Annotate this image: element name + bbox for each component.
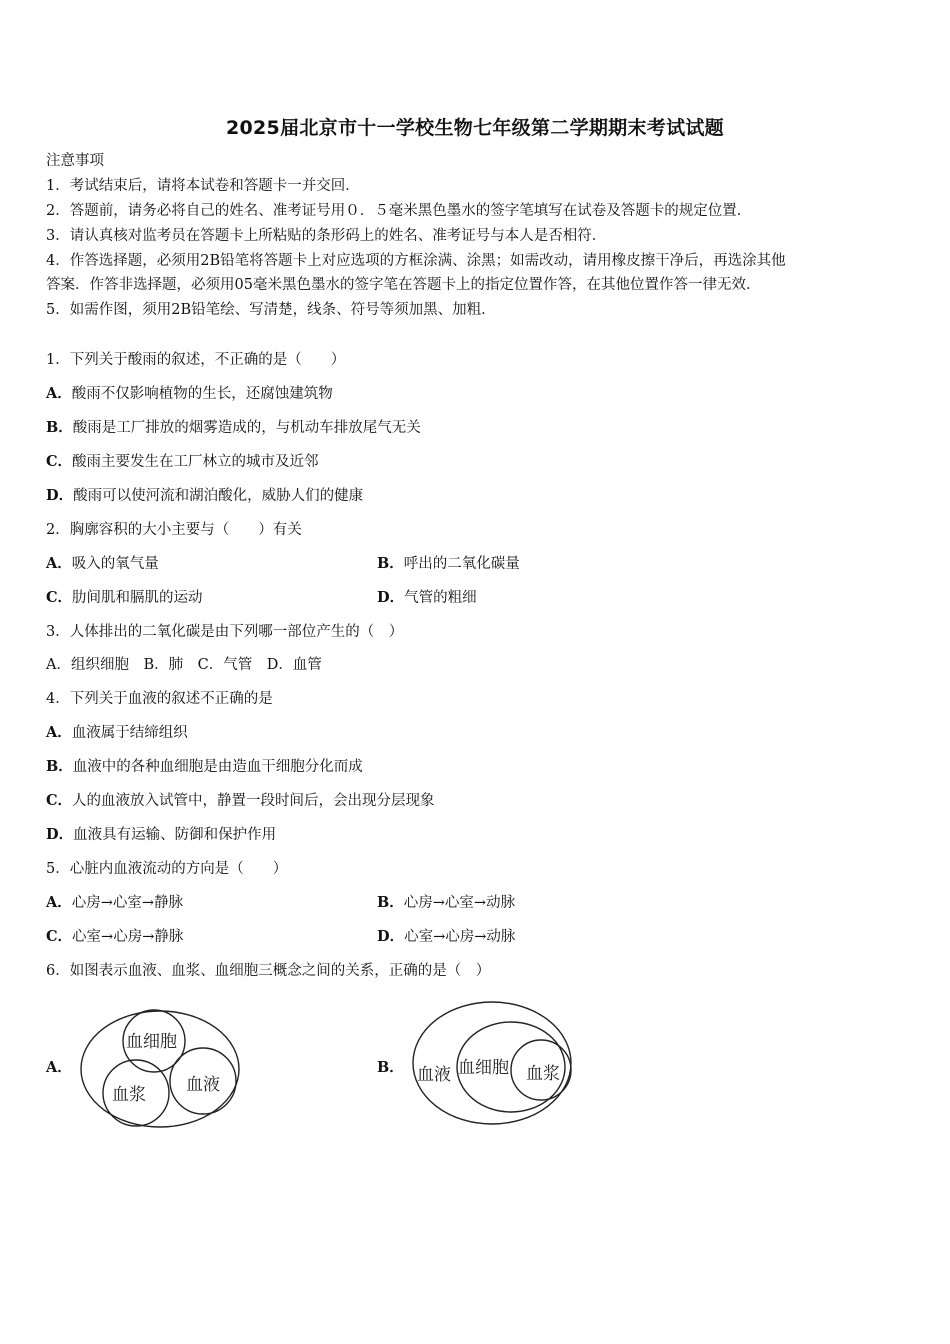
- option-text: 吸入的氧气量: [71, 556, 159, 572]
- option-label: B．: [377, 894, 404, 911]
- question-4-option-c: [46, 791, 435, 811]
- option-label: C．: [46, 792, 73, 809]
- question-1-option-b: [46, 418, 421, 438]
- question-2-option-d: [377, 588, 477, 608]
- option-label: A．: [46, 555, 72, 572]
- option-text: 呼出的二氧化碳量: [403, 556, 520, 572]
- option-text: 心室→心房→动脉: [404, 929, 516, 945]
- option-label: A．: [46, 894, 72, 911]
- question-2-option-a: [46, 554, 159, 574]
- question-1-option-a: [46, 384, 333, 404]
- option-label: B．: [46, 758, 73, 775]
- option-label: D．: [377, 928, 405, 945]
- diagram-b-inner-label: 血浆: [526, 1064, 560, 1084]
- question-1-option-c: [46, 452, 319, 472]
- question-4-option-d: [46, 825, 276, 845]
- diagram-a-outer-ellipse: [81, 1011, 239, 1127]
- notice-item: 4．作答选择题，必须用2B铅笔将答题卡上对应选项的方框涂满、涂黑；如需改动，请用橡皮擦干净后，再选涂其他: [46, 253, 786, 269]
- question-3-options: A．组织细胞 B．肺 C．气管 D．血管: [46, 657, 322, 673]
- question-5-option-a: [46, 893, 183, 913]
- question-4-option-a: [46, 723, 188, 743]
- diagram-b: [408, 998, 574, 1132]
- notice-item: 5．如需作图，须用2B铅笔绘、写清楚，线条、符号等须加黑、加粗．: [46, 302, 496, 318]
- option-text: 肋间肌和膈肌的运动: [72, 590, 203, 606]
- option-text: 心室→心房→静脉: [72, 929, 184, 945]
- question-5-option-b: [377, 893, 515, 913]
- option-label: A．: [46, 1059, 72, 1076]
- option-text: 气管的粗细: [404, 590, 477, 606]
- question-6-stem: 6．如图表示血液、血浆、血细胞三概念之间的关系，正确的是（ ）: [46, 963, 491, 979]
- question-2-option-b: [377, 554, 520, 574]
- option-text: 血液中的各种血细胞是由造血干细胞分化而成: [72, 759, 363, 775]
- page-title: 2025届北京市十一学校生物七年级第二学期期末考试试题: [226, 117, 724, 139]
- option-label: A．: [46, 385, 72, 402]
- question-5-option-d: [377, 927, 515, 947]
- option-label: B．: [377, 1059, 404, 1076]
- question-6-option-b-label: [377, 1058, 404, 1078]
- option-text: 酸雨不仅影响植物的生长，还腐蚀建筑物: [71, 386, 333, 402]
- diagram-a-left-label: 血浆: [112, 1085, 146, 1105]
- option-label: B．: [46, 419, 73, 436]
- option-label: D．: [46, 826, 74, 843]
- option-text: 血液具有运输、防御和保护作用: [73, 827, 277, 843]
- notice-item: 答案．作答非选择题，必须用05毫米黑色墨水的签字笔在答题卡上的指定位置作答，在其他位置作答一律无效．: [46, 277, 761, 293]
- question-1-stem: 1．下列关于酸雨的叙述，不正确的是（ ）: [46, 352, 346, 368]
- option-text: 酸雨主要发生在工厂林立的城市及近邻: [72, 454, 319, 470]
- diagram-b-middle-label: 血细胞: [458, 1058, 509, 1078]
- option-label: C．: [46, 453, 73, 470]
- question-1-option-d: [46, 486, 363, 506]
- option-label: C．: [46, 589, 73, 606]
- question-5-option-c: [46, 927, 183, 947]
- notice-item: 3．请认真核对监考员在答题卡上所粘贴的条形码上的姓名、准考证号与本人是否相符．: [46, 228, 607, 244]
- diagram-a: [78, 1008, 244, 1136]
- question-4-option-b: [46, 757, 363, 777]
- question-6-option-a-label: [46, 1058, 72, 1078]
- option-label: C．: [46, 928, 73, 945]
- notice-item: 2．答题前，请务必将自己的姓名、准考证号用０．５毫米黑色墨水的签字笔填写在试卷及答题卡的规定位置．: [46, 203, 752, 219]
- option-label: D．: [377, 589, 405, 606]
- question-4-stem: 4．下列关于血液的叙述不正确的是: [46, 691, 273, 707]
- notice-heading: 注意事项: [46, 153, 104, 169]
- question-2-option-c: [46, 588, 203, 608]
- option-text: 心房→心室→静脉: [71, 895, 184, 911]
- option-text: 酸雨是工厂排放的烟雾造成的，与机动车排放尾气无关: [72, 420, 421, 436]
- option-label: B．: [377, 555, 404, 572]
- notice-item: 1．考试结束后，请将本试卷和答题卡一并交回．: [46, 178, 360, 194]
- option-text: 人的血液放入试管中，静置一段时间后，会出现分层现象: [72, 793, 435, 809]
- option-label: D．: [46, 487, 74, 504]
- question-3-stem: 3．人体排出的二氧化碳是由下列哪一部位产生的（ ）: [46, 624, 404, 640]
- option-text: 血液属于结缔组织: [71, 725, 188, 741]
- diagram-b-outer-label: 血液: [417, 1065, 451, 1085]
- diagram-a-right-label: 血液: [186, 1075, 220, 1095]
- diagram-a-top-label: 血细胞: [126, 1032, 177, 1052]
- question-2-stem: 2．胸廓容积的大小主要与（ ）有关: [46, 522, 302, 538]
- question-5-stem: 5．心脏内血液流动的方向是（ ）: [46, 861, 288, 877]
- option-text: 心房→心室→动脉: [403, 895, 516, 911]
- option-text: 酸雨可以使河流和湖泊酸化，威胁人们的健康: [73, 488, 364, 504]
- option-label: A．: [46, 724, 72, 741]
